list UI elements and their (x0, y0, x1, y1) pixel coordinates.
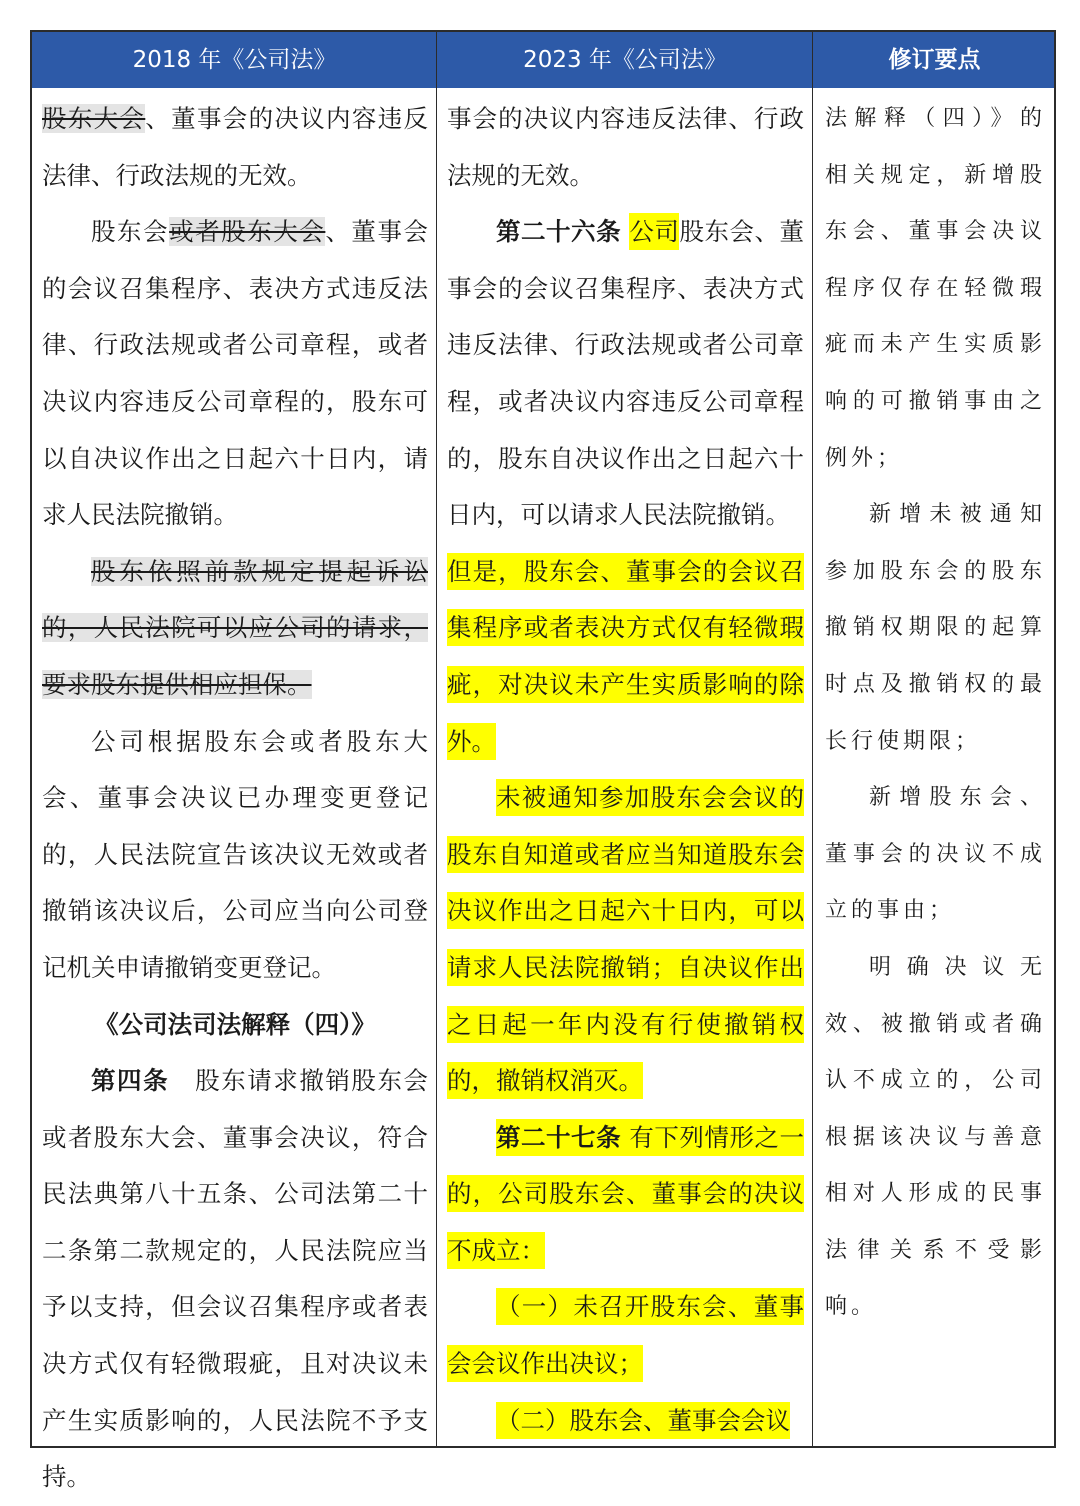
paragraph: 新增股东会、董事会的决议不成立的事由； (825, 785, 1046, 924)
deleted-text: 股东大会 (42, 104, 146, 133)
paragraph (447, 544, 804, 770)
paragraph (42, 91, 428, 204)
header-revision-points: 修订要点 (888, 47, 981, 73)
list-item (447, 1393, 804, 1450)
paragraph: 明确决议无效、被撤销或者确认不成立的，公司根据该决议与善意相对人形成的民事法律关系不受影响。 (825, 954, 1046, 1320)
highlighted-text: 未被通知参加股东会会议的股东自知道或者应当知道股东会决议作出之日起六十日内，可以请求人民法院撤销；自决议作出之日起一年内没有行使撤销权的，撤销权消灭。 (447, 779, 804, 1099)
paragraph: 新增未被通知参加股东会的股东撤销权期限的起算时点及撤销权的最长行使期限； (825, 502, 1046, 754)
column-revision-points (813, 88, 1056, 1446)
comparison-table (30, 30, 1056, 1492)
header-2018: 2018 年《公司法》 (132, 47, 337, 73)
paragraph-text: 、董事会的会议召集程序、表决方式违反法律、行政法规或者公司章程，或者决议内容违反公司章程的，股东可以自决议作出之日起六十日内，请求人民法院撤销。 (42, 217, 428, 530)
interpretation-title: 《公司法司法解释（四）》 (94, 1009, 376, 1039)
paragraph-text: 股东请求撤销股东会或者股东大会、董事会决议，符合民法典第八十五条、公司法第二十二条第二款规定的，人民法院应当予以支持，但会议召集程序或者表决方式仅有轻微瑕疵，且对决议未产生实质影响的，人民法院不予支持。 (42, 1066, 428, 1492)
paragraph-text: 股东会 (91, 217, 170, 247)
highlighted-text: 公司 (629, 213, 679, 250)
paragraph (447, 204, 804, 544)
column-2023-law (437, 88, 812, 1446)
article-label: 第二十六条 (496, 217, 622, 247)
paragraph (447, 770, 804, 1110)
highlighted-text: （一）未召开股东会、董事会会议作出决议； (447, 1288, 804, 1382)
article-label: 第四条 (91, 1066, 170, 1096)
list-item (447, 1279, 804, 1392)
paragraph-text: 、董事会的决议内容违反法律、行政法规的无效。 (42, 104, 429, 190)
column-2018-law (32, 88, 436, 1492)
highlighted-text (447, 1119, 804, 1269)
deleted-text: 或者股东大会 (169, 217, 326, 247)
paragraph-text: 有下列情形之一的，公司股东会、董事会的决议不成立： (447, 1122, 804, 1265)
paragraph (42, 544, 428, 714)
highlighted-text: 但是，股东会、董事会的会议召集程序或者表决方式仅有轻微瑕疵，对决议未产生实质影响的除外。 (447, 553, 804, 760)
table-header (32, 32, 1054, 88)
header-2023: 2023 年《公司法》 (523, 47, 727, 73)
paragraph: 事会的决议内容违反法律、行政法规的无效。 (447, 104, 804, 190)
article-label: 第二十七条 (496, 1122, 622, 1152)
highlighted-text: （二）股东会、董事会会议 (496, 1402, 790, 1439)
paragraph: 公司根据股东会或者股东大会、董事会决议已办理变更登记的，人民法院宣告该决议无效或者撤销该决议后，公司应当向公司登记机关申请撤销变更登记。 (42, 726, 428, 982)
paragraph (42, 1053, 428, 1506)
paragraph (447, 1110, 804, 1280)
deleted-text: 股东依照前款规定提起诉讼的，人民法院可以应公司的请求，要求股东提供相应担保。 (42, 556, 428, 699)
paragraph-text: 股东会、董事会的会议召集程序、表决方式违反法律、行政法规或者公司章程，或者决议内容违反公司章程的，股东自决议作出之日起六十日内，可以请求人民法院撤销。 (447, 217, 805, 530)
paragraph (42, 204, 428, 544)
paragraph: 法解释（四）》的相关规定，新增股东会、董事会决议程序仅存在轻微瑕疵而未产生实质影响的可撤销事由之例外； (825, 106, 1046, 471)
